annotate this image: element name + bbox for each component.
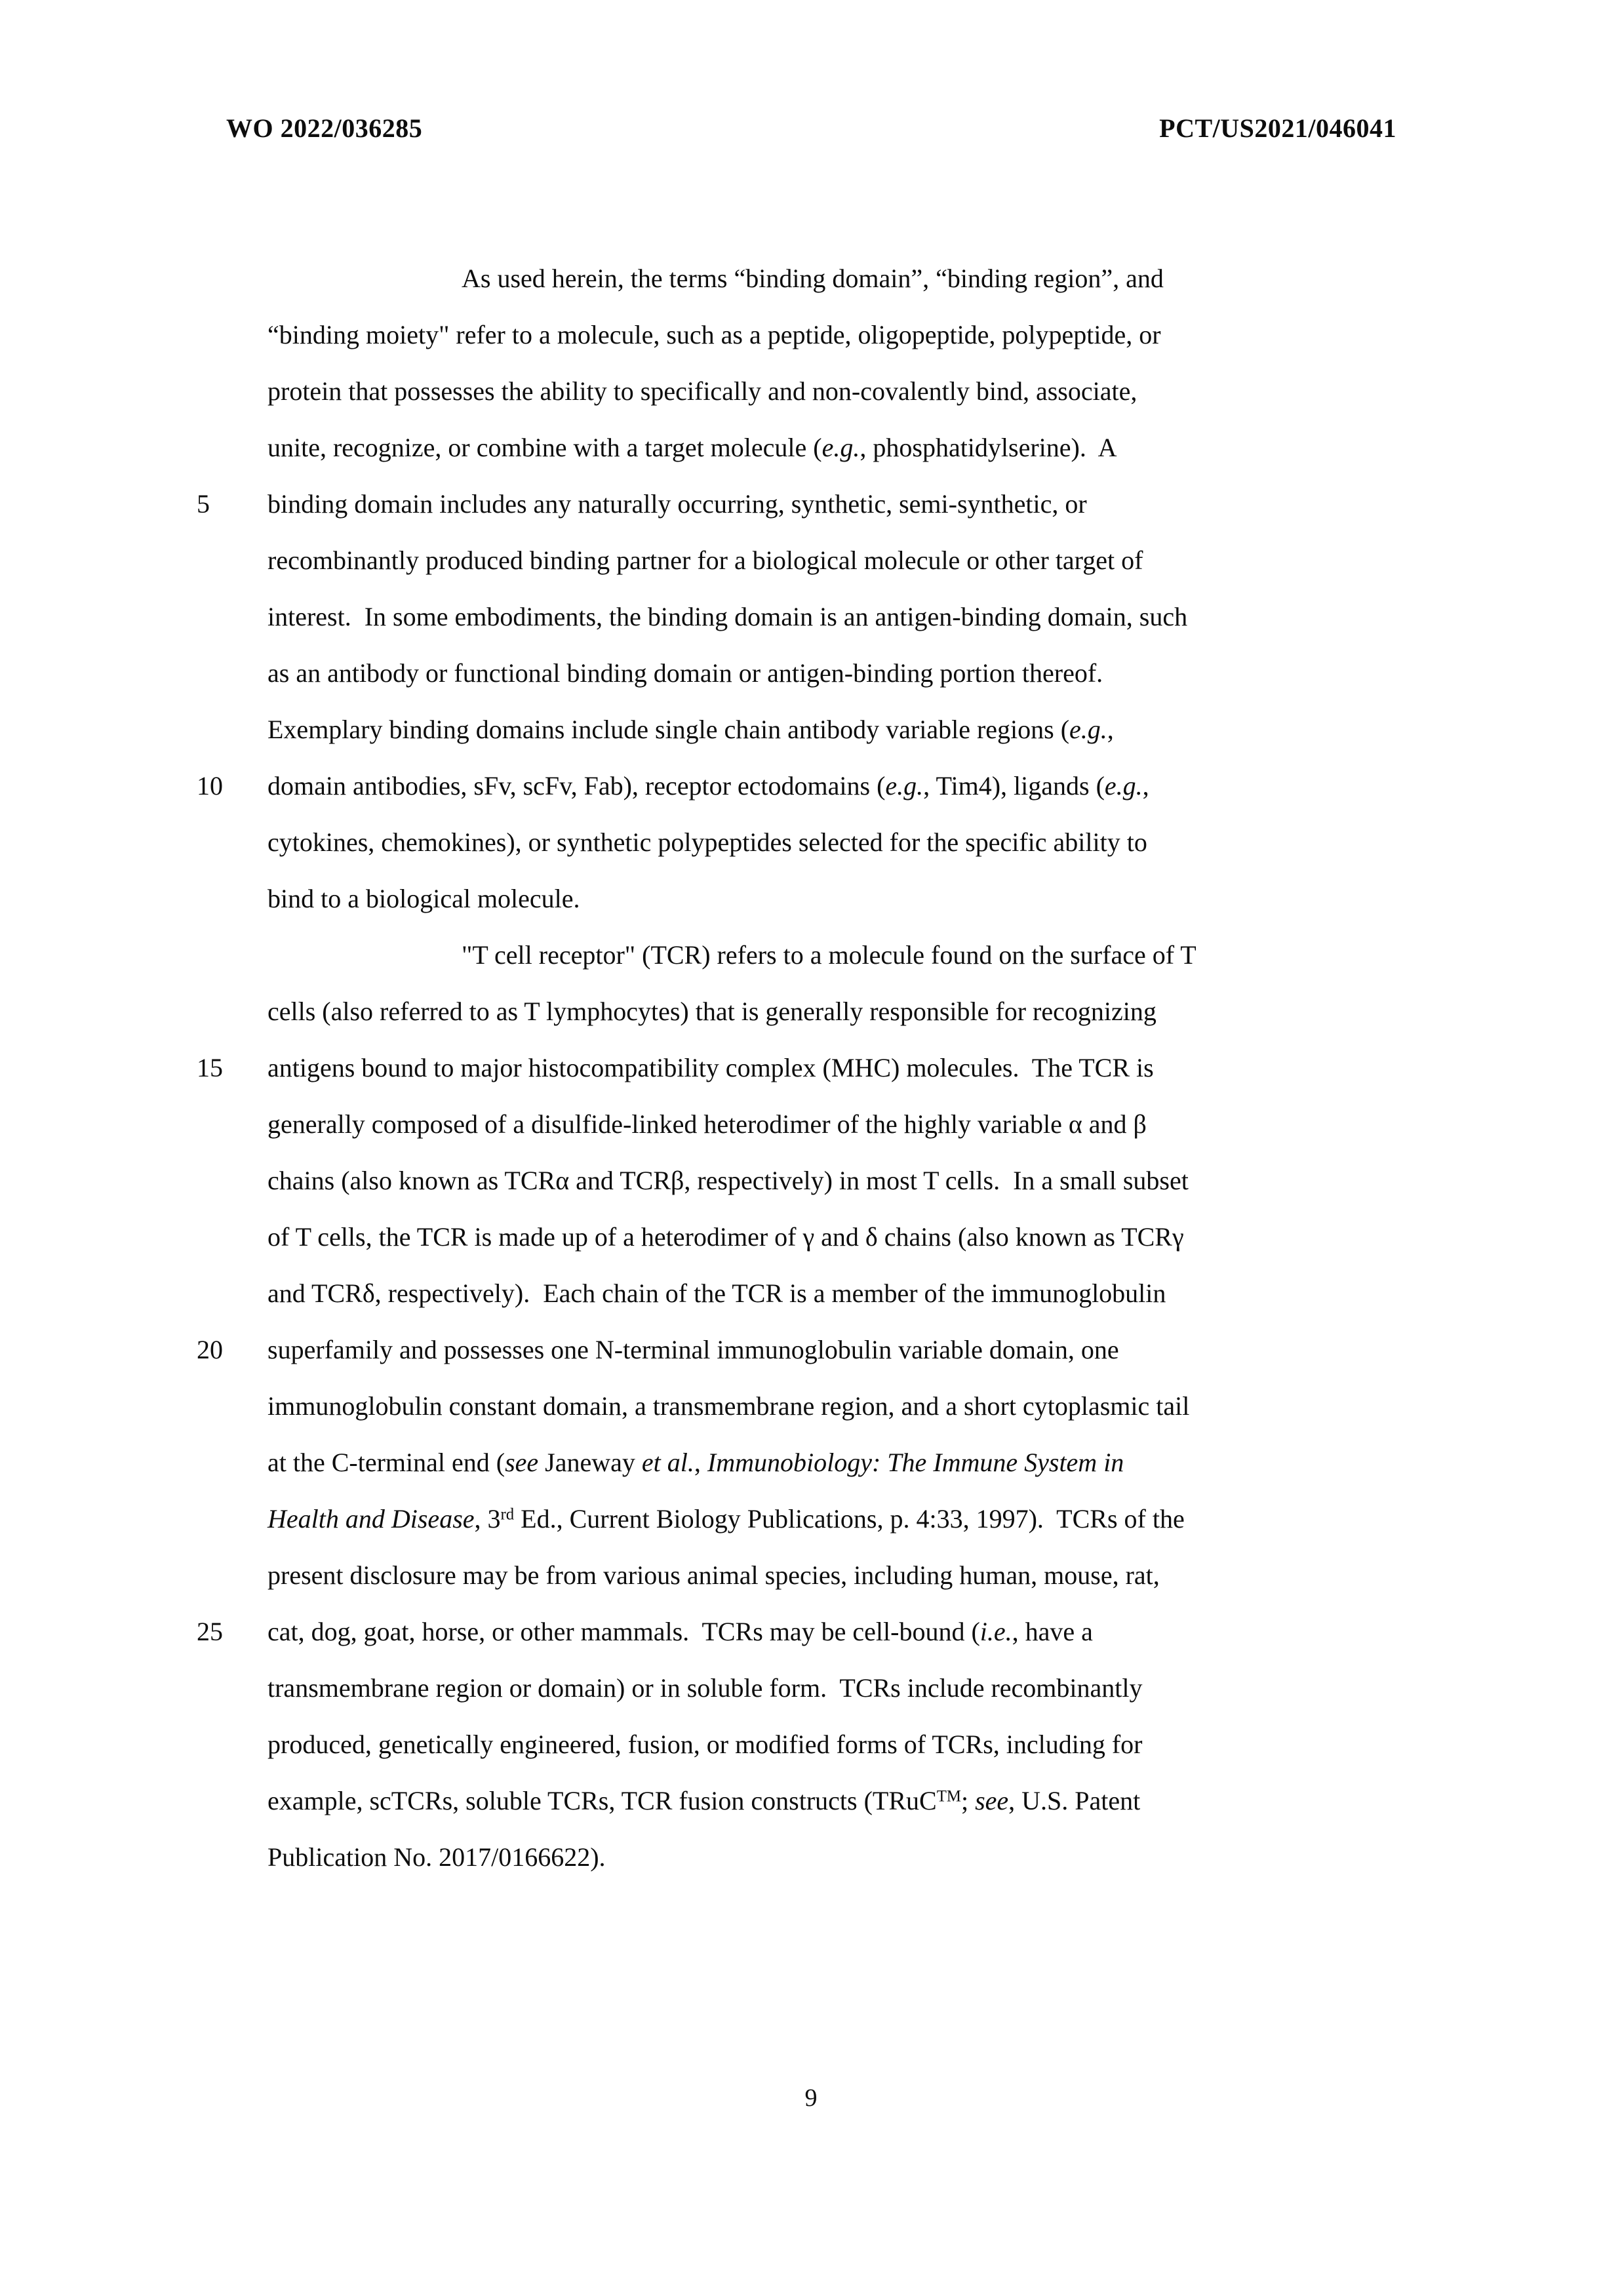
plain-text: bind to a biological molecule. — [267, 884, 580, 913]
plain-text: ; — [960, 1786, 976, 1815]
italic-text: Immunobiology: The Immune System in — [707, 1448, 1124, 1477]
plain-text: transmembrane region or domain) or in soluble form. TCRs include recombinantly — [267, 1673, 1143, 1703]
italic-text: e.g. — [1104, 771, 1143, 801]
plain-text: present disclosure may be from various animal species, including human, mouse, rat, — [267, 1560, 1160, 1590]
text-line — [267, 1265, 1390, 1322]
line-number-gutter — [197, 250, 249, 1886]
plain-text: , — [1142, 771, 1149, 801]
text-line — [267, 1040, 1390, 1096]
plain-text: chains (also known as TCRα and TCRβ, respectively) in most T cells. In a small subset — [267, 1166, 1189, 1195]
italic-text: Health and Disease — [267, 1504, 475, 1534]
text-line — [267, 1547, 1390, 1604]
plain-text: produced, genetically engineered, fusion, or modified forms of TCRs, including for — [267, 1730, 1143, 1759]
plain-text: , Tim4), ligands ( — [923, 771, 1105, 801]
text-line — [267, 1773, 1390, 1829]
text-line — [267, 871, 1390, 927]
text-line — [267, 1378, 1390, 1435]
plain-text: domain antibodies, sFv, scFv, Fab), receptor ectodomains ( — [267, 771, 886, 801]
text-line — [267, 758, 1390, 814]
text-line — [267, 983, 1390, 1040]
italic-text: et al. — [641, 1448, 694, 1477]
page-number: 9 — [804, 2084, 818, 2112]
page-header — [226, 113, 1396, 144]
italic-text: i.e. — [979, 1617, 1012, 1646]
text-line — [267, 1096, 1390, 1153]
superscript-text: rd — [500, 1505, 515, 1524]
italic-text: see — [505, 1448, 539, 1477]
plain-text: , phosphatidylserine). A — [860, 433, 1117, 462]
plain-text: Exemplary binding domains include single chain antibody variable regions ( — [267, 715, 1070, 744]
plain-text: interest. In some embodiments, the binding domain is an antigen-binding domain, such — [267, 602, 1188, 631]
text-line — [267, 1153, 1390, 1209]
plain-text: example, scTCRs, soluble TCRs, TCR fusion constructs (TRuC — [267, 1786, 937, 1815]
plain-text: protein that possesses the ability to specifically and non-covalently bind, associate, — [267, 376, 1137, 406]
plain-text: , — [694, 1448, 707, 1477]
text-line — [267, 1322, 1390, 1378]
plain-text: antigens bound to major histocompatibility complex (MHC) molecules. The TCR is — [267, 1053, 1154, 1082]
italic-text: e.g. — [821, 433, 860, 462]
text-line — [267, 532, 1390, 589]
plain-text: as an antibody or functional binding domain or antigen-binding portion thereof. — [267, 658, 1103, 688]
line-number: 5 — [197, 489, 210, 519]
text-line — [267, 420, 1390, 476]
plain-text: binding domain includes any naturally occurring, synthetic, semi-synthetic, or — [267, 489, 1087, 519]
plain-text: recombinantly produced binding partner for a biological molecule or other target of — [267, 545, 1143, 575]
text-line — [267, 1209, 1390, 1265]
plain-text: cytokines, chemokines), or synthetic polypeptides selected for the specific ability to — [267, 827, 1147, 857]
text-line — [267, 814, 1390, 871]
plain-text: "T cell receptor" (TCR) refers to a molecule found on the surface of T — [462, 940, 1197, 970]
plain-text: and TCRδ, respectively). Each chain of the TCR is a member of the immunoglobulin — [267, 1278, 1166, 1308]
plain-text: As used herein, the terms “binding domain”, “binding region”, and — [462, 264, 1164, 293]
text-line — [267, 1491, 1390, 1547]
text-line — [267, 250, 1390, 307]
line-number: 25 — [197, 1617, 223, 1646]
text-line — [267, 1716, 1390, 1773]
superscript-text: TM — [936, 1787, 961, 1806]
plain-text: at the C-terminal end ( — [267, 1448, 505, 1477]
plain-text: generally composed of a disulfide-linked heterodimer of the highly variable α and β — [267, 1109, 1147, 1139]
plain-text: , U.S. Patent — [1008, 1786, 1141, 1815]
text-line — [267, 1660, 1390, 1716]
plain-text: unite, recognize, or combine with a target molecule ( — [267, 433, 822, 462]
plain-text: cat, dog, goat, horse, or other mammals. TCRs may be cell-bound ( — [267, 1617, 980, 1646]
line-number: 15 — [197, 1053, 223, 1082]
text-line — [267, 307, 1390, 363]
text-line — [267, 589, 1390, 645]
plain-text: cells (also referred to as T lymphocytes) that is generally responsible for recognizing — [267, 997, 1157, 1026]
application-number: PCT/US2021/046041 — [1159, 113, 1396, 143]
italic-text: e.g. — [1069, 715, 1107, 744]
line-number: 10 — [197, 771, 223, 801]
plain-text: immunoglobulin constant domain, a transmembrane region, and a short cytoplasmic tail — [267, 1391, 1190, 1421]
publication-number: WO 2022/036285 — [226, 113, 423, 143]
text-line — [267, 645, 1390, 702]
plain-text: Publication No. 2017/0166622). — [267, 1842, 606, 1872]
text-line — [267, 927, 1390, 983]
italic-text: e.g. — [885, 771, 924, 801]
body-text — [267, 250, 1390, 1886]
plain-text: Janeway — [538, 1448, 642, 1477]
text-line — [267, 1604, 1390, 1660]
plain-text: superfamily and possesses one N-terminal immunoglobulin variable domain, one — [267, 1335, 1119, 1364]
text-line — [267, 1829, 1390, 1886]
plain-text: , — [1107, 715, 1114, 744]
text-line — [267, 1435, 1390, 1491]
plain-text: Ed., Current Biology Publications, p. 4:33, 1997). TCRs of the — [514, 1504, 1185, 1534]
text-line — [267, 476, 1390, 532]
plain-text: , have a — [1012, 1617, 1093, 1646]
plain-text: , 3 — [474, 1504, 501, 1534]
line-number: 20 — [197, 1335, 223, 1364]
plain-text: “binding moiety" refer to a molecule, such as a peptide, oligopeptide, polypeptide, or — [267, 320, 1161, 349]
text-line — [267, 363, 1390, 420]
text-line — [267, 702, 1390, 758]
italic-text: see — [975, 1786, 1009, 1815]
plain-text: of T cells, the TCR is made up of a heterodimer of γ and δ chains (also known as TCRγ — [267, 1222, 1184, 1252]
